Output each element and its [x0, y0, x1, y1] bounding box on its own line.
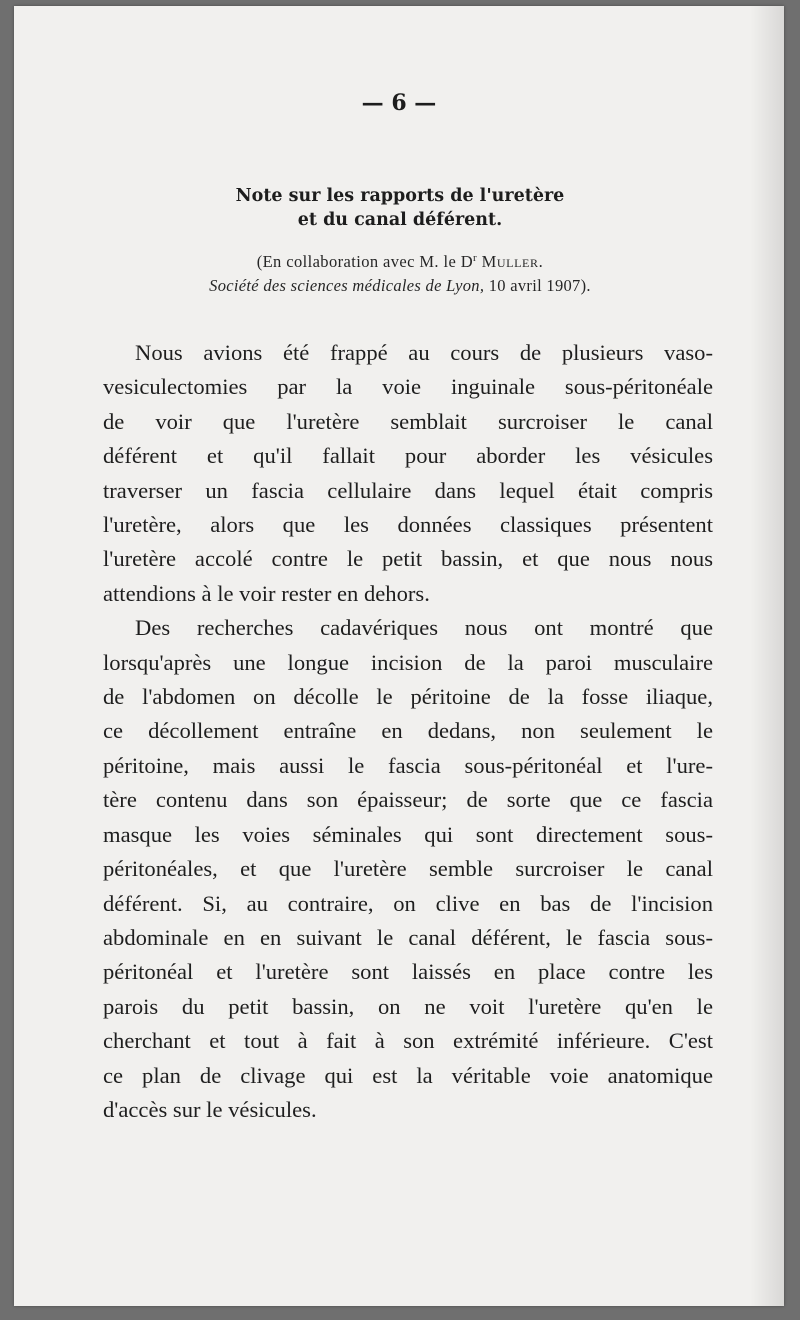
text-line: attendions à le voir rester en dehors. [103, 580, 430, 606]
text-line: péritoine, mais aussi le fascia sous-péritonéal et l'ure- [103, 752, 713, 778]
text-line: déférent et qu'il fallait pour aborder les vésicules [103, 443, 713, 469]
paragraph-2 [103, 611, 713, 1127]
paragraph-1 [103, 336, 713, 611]
body-text [103, 336, 713, 1127]
text-line: péritonéal et l'uretère sont laissés en place contre les [103, 959, 713, 985]
text-line: cherchant et tout à fait à son extrémité inférieure. C'est [103, 1028, 713, 1054]
doctor-abbrev-sup: r [473, 252, 478, 264]
society-name: Société des sciences médicales de Lyon, [209, 276, 485, 295]
text-line: parois du petit bassin, on ne voit l'uretère qu'en le [103, 993, 713, 1019]
text-line: vesiculectomies par la voie inguinale sous-péritonéale [103, 374, 713, 400]
text-line: masque les voies séminales qui sont directement sous- [103, 821, 713, 847]
text-line: déférent. Si, au contraire, on clive en bas de l'incision [103, 890, 713, 916]
text-line: lorsqu'après une longue incision de la paroi musculaire [103, 649, 713, 675]
text-line: l'uretère, alors que les données classiques présentent [103, 512, 713, 538]
publication-date: 10 avril 1907). [488, 276, 591, 295]
collaboration-note [14, 246, 784, 298]
text-line: abdominale en en suivant le canal déférent, le fascia sous- [103, 924, 713, 950]
title-line-1: Note sur les rapports de l'uretère [235, 186, 565, 206]
text-line: ce plan de clivage qui est la véritable voie anatomique [103, 1062, 713, 1088]
page-number: — 6 — [361, 90, 437, 116]
text-line: de l'abdomen on décolle le péritoine de la fosse iliaque, [103, 684, 713, 710]
collaboration-line [14, 246, 784, 274]
text-line: Des recherches cadavériques nous ont montré que [135, 615, 713, 641]
title-line-2: et du canal déférent. [297, 210, 503, 230]
text-line: de voir que l'uretère semblait surcroiser le canal [103, 408, 713, 434]
text-line: d'accès sur le vésicules. [103, 1096, 317, 1122]
text-line: Nous avions été frappé au cours de plusieurs vaso- [135, 340, 713, 365]
article-title [14, 184, 784, 232]
publication-line [14, 274, 784, 298]
collaborator-name: Muller. [481, 252, 544, 271]
text-line: péritonéales, et que l'uretère semble surcroiser le canal [103, 856, 713, 882]
text-line: tère contenu dans son épaisseur; de sorte que ce fascia [103, 787, 713, 813]
document-page [14, 6, 784, 1306]
text-line: ce décollement entraîne en dedans, non seulement le [103, 718, 713, 744]
text-line: l'uretère accolé contre le petit bassin, et que nous nous [103, 546, 713, 572]
collaboration-prefix: (En collaboration avec M. le D [256, 252, 474, 271]
text-line: traverser un fascia cellulaire dans lequel était compris [103, 477, 713, 503]
